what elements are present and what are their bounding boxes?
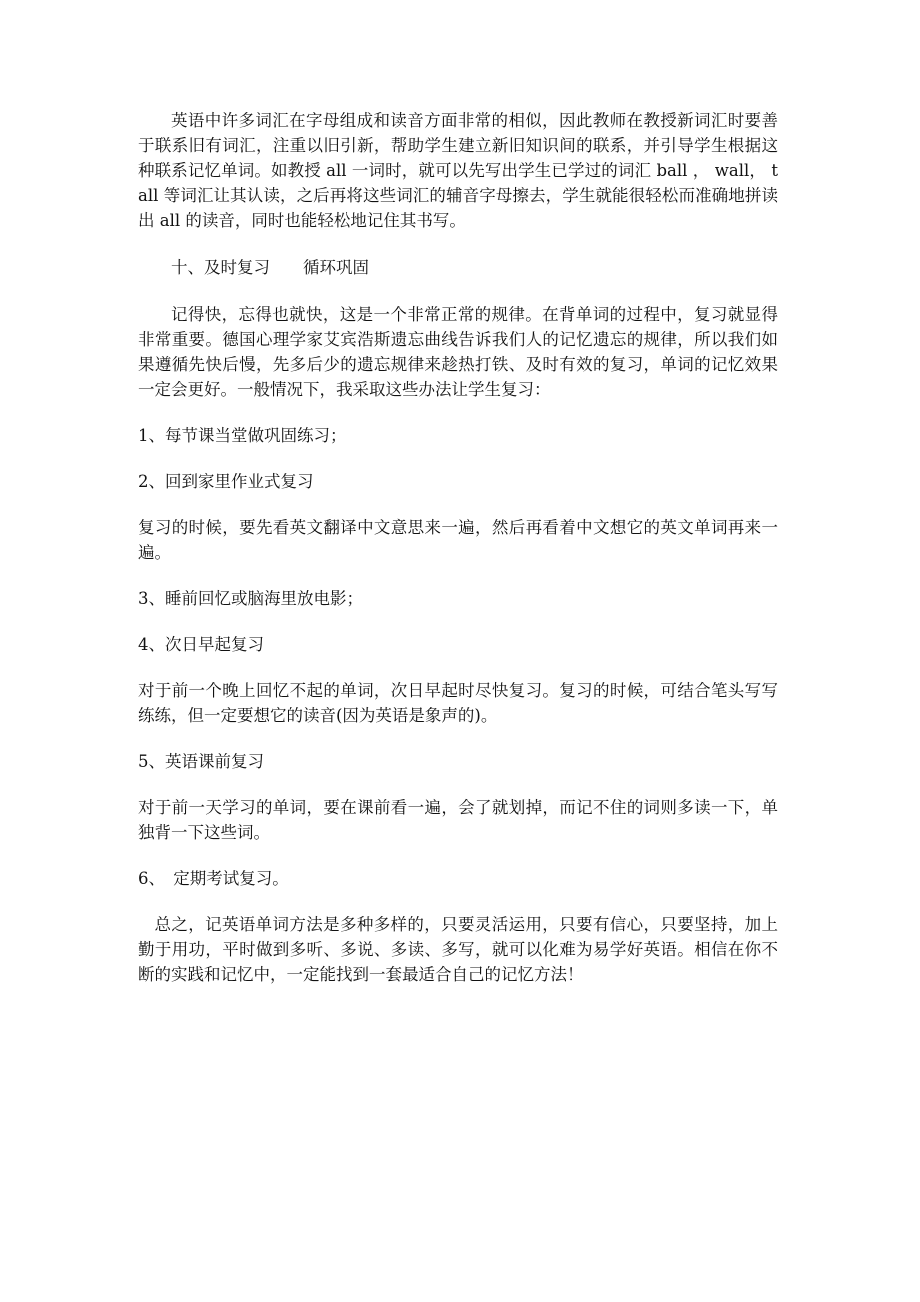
section-heading-review: 十、及时复习 循环巩固 — [171, 258, 369, 277]
list-item-3: 3、睡前回忆或脑海里放电影； — [138, 589, 363, 608]
document-page — [138, 108, 778, 987]
list-item-5-description: 对于前一天学习的单词，要在课前看一遍，会了就划掉，而记不住的词则多读一下，单独背一下这些词。 — [138, 798, 778, 842]
list-item-1: 1、每节课当堂做巩固练习； — [138, 426, 347, 445]
list-item-6: 6、 定期考试复习。 — [138, 869, 289, 888]
list-item-4: 4、次日早起复习 — [138, 635, 264, 654]
list-item-4-description: 对于前一个晚上回忆不起的单词，次日早起时尽快复习。复习的时候，可结合笔头写写练练，但一定要想它的读音(因为英语是象声的)。 — [138, 681, 778, 725]
list-item-2-description: 复习的时候，要先看英文翻译中文意思来一遍，然后再看着中文想它的英文单词再来一遍。 — [138, 518, 778, 562]
list-item-5: 5、英语课前复习 — [138, 752, 264, 771]
paragraph-conclusion: 总之，记英语单词方法是多种多样的，只要灵活运用，只要有信心，只要坚持，加上勤于用功，平时做到多听、多说、多读、多写，就可以化难为易学好英语。相信在你不断的实践和记忆中，一定能找到一套最适合自己的记忆方法！ — [138, 915, 778, 984]
paragraph-vocabulary-association: 英语中许多词汇在字母组成和读音方面非常的相似，因此教师在教授新词汇时要善于联系旧有词汇，注重以旧引新，帮助学生建立新旧知识间的联系，并引导学生根据这种联系记忆单词。如教授 all 一词时，就可以先写出学生已学过的词汇 ball ， wall， tall 等词汇让其认读，之后再将这些词汇的辅音字母擦去，学生就能很轻松而准确地拼读出 all 的读音，同时也能轻松地记住其书写。 — [138, 111, 778, 230]
list-item-2: 2、回到家里作业式复习 — [138, 472, 314, 491]
paragraph-forgetting-curve: 记得快，忘得也就快，这是一个非常正常的规律。在背单词的过程中，复习就显得非常重要。德国心理学家艾宾浩斯遗忘曲线告诉我们人的记忆遗忘的规律，所以我们如果遵循先快后慢，先多后少的遗忘规律来趁热打铁、及时有效的复习，单词的记忆效果一定会更好。一般情况下，我采取这些办法让学生复习： — [138, 305, 778, 399]
